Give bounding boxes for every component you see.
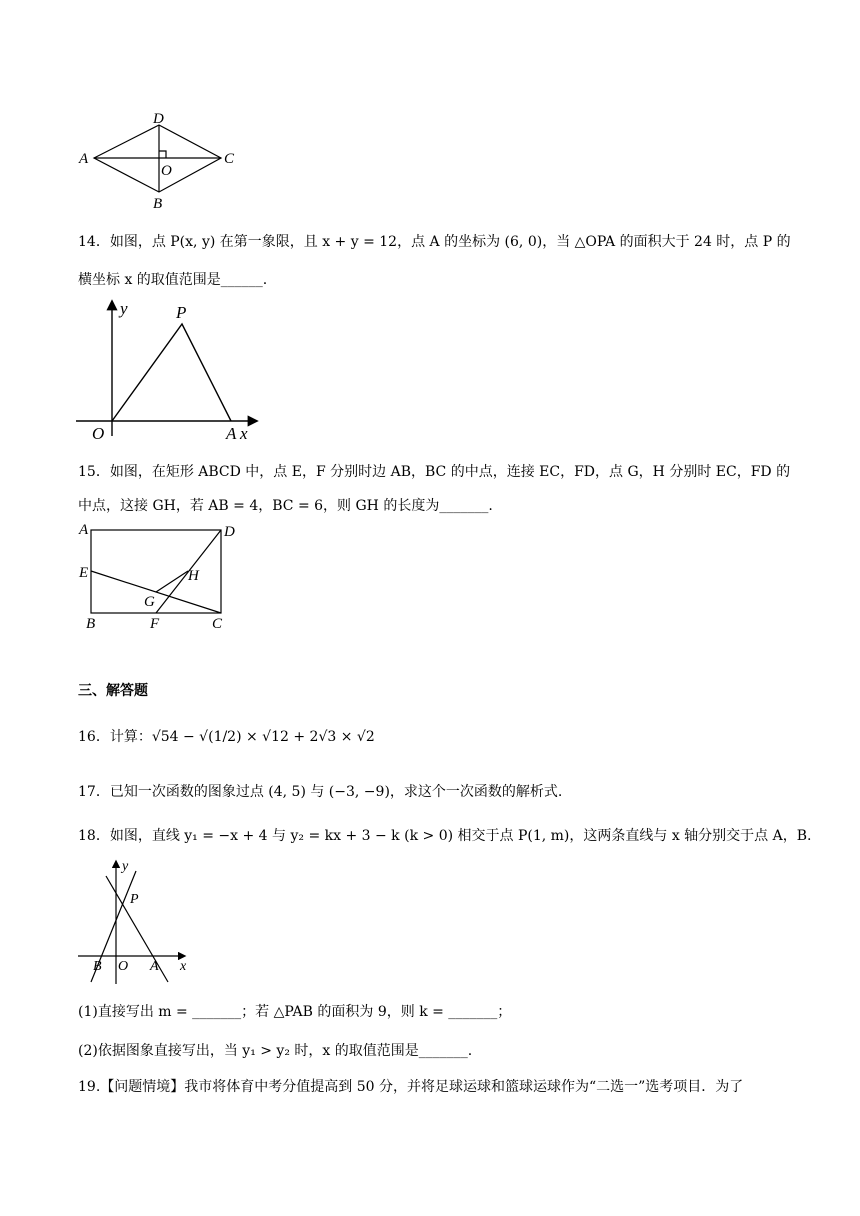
label-e: E bbox=[79, 565, 89, 581]
segment-gh bbox=[156, 571, 188, 592]
question-14-line-1: 14．如图，点 P(x, y) 在第一象限，且 x + y = 12，点 A 的坐标为 (6, 0)，当 △OPA 的面积大于 24 时，点 P 的 bbox=[78, 234, 791, 250]
label-g: G bbox=[144, 594, 155, 610]
label-o: O bbox=[118, 959, 129, 974]
question-18-part-1: (1)直接写出 m = _______；若 △PAB 的面积为 9，则 k = _______； bbox=[78, 1004, 512, 1020]
section-heading: 三、解答题 bbox=[78, 683, 148, 699]
question-15-line-2: 中点，这接 GH，若 AB = 4，BC = 6，则 GH 的长度为_______. bbox=[78, 498, 493, 514]
label-y: y bbox=[120, 299, 128, 318]
label-b: B bbox=[153, 196, 163, 210]
label-p: P bbox=[176, 303, 187, 322]
label-f: F bbox=[150, 616, 160, 632]
figure-rectangle bbox=[76, 520, 246, 632]
label-h: H bbox=[188, 568, 199, 584]
label-c: C bbox=[224, 151, 235, 167]
label-a: A bbox=[79, 151, 89, 167]
triangle-sides bbox=[112, 324, 231, 421]
question-16: 16．计算：√54 − √(1/2) × √12 + 2√3 × √2 bbox=[78, 729, 375, 745]
label-b: B bbox=[93, 959, 102, 974]
label-o: O bbox=[92, 424, 105, 443]
label-a: A bbox=[150, 959, 159, 974]
label-x: x bbox=[240, 424, 248, 443]
figure-rhombus bbox=[76, 108, 246, 210]
label-p: P bbox=[130, 892, 139, 907]
right-angle-mark bbox=[159, 151, 166, 158]
question-14-line-2: 横坐标 x 的取值范围是______. bbox=[78, 272, 268, 288]
question-18-part-2: (2)依据图象直接写出，当 y₁ > y₂ 时，x 的取值范围是_______. bbox=[78, 1043, 473, 1059]
question-18-line-1: 18．如图，直线 y₁ = −x + 4 与 y₂ = kx + 3 − k (k > 0) 相交于点 P(1, m)，这两条直线与 x 轴分别交于点 A，B. bbox=[78, 828, 812, 844]
label-c: C bbox=[212, 616, 223, 632]
label-a: A bbox=[226, 424, 237, 443]
label-d: D bbox=[224, 524, 235, 540]
label-a: A bbox=[79, 522, 89, 538]
label-b: B bbox=[86, 616, 96, 632]
rectangle-abcd bbox=[91, 530, 221, 613]
label-d: D bbox=[153, 111, 164, 127]
label-o: O bbox=[161, 163, 172, 179]
label-x: x bbox=[180, 959, 187, 974]
figure-two-lines bbox=[76, 856, 196, 986]
question-15-line-1: 15．如图，在矩形 ABCD 中，点 E，F 分别时边 AB，BC 的中点，连接 EC，FD，点 G，H 分别时 EC，FD 的 bbox=[78, 464, 791, 480]
label-y: y bbox=[122, 859, 129, 874]
question-19-line-1: 19.【问题情境】我市将体育中考分值提高到 50 分，并将足球运球和篮球运球作为“二选一”选考项目．为了 bbox=[78, 1079, 744, 1095]
question-17: 17．已知一次函数的图象过点 (4, 5) 与 (−3, −9)，求这个一次函数的解析式. bbox=[78, 784, 563, 800]
figure-triangle-opa bbox=[76, 296, 266, 446]
